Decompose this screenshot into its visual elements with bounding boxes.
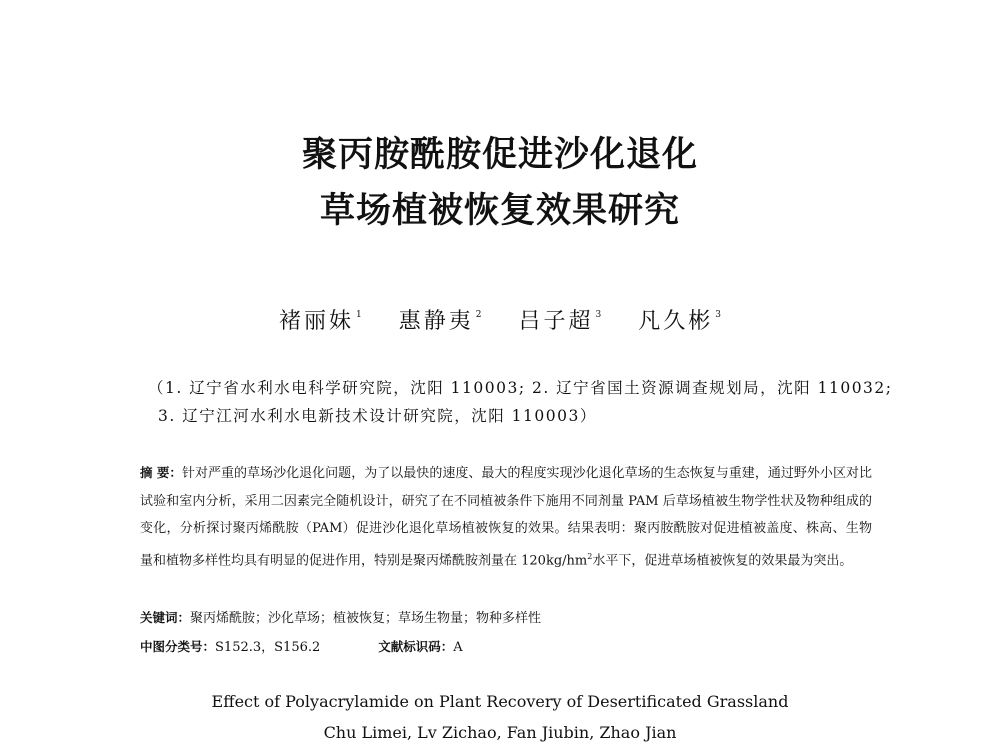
author-name: 吕子超 <box>518 309 594 334</box>
keywords-text: 聚丙烯酰胺；沙化草场；植被恢复；草场生物量；物种多样性 <box>190 611 542 626</box>
author-list <box>0 301 1000 336</box>
author <box>519 301 602 336</box>
author-affiliation-mark: 3 <box>595 310 602 320</box>
unit-superscript: 2 <box>587 551 593 561</box>
abstract <box>140 459 872 574</box>
author-name: 凡久彬 <box>638 309 714 334</box>
author-name: 褚丽妹 <box>279 309 355 334</box>
english-title: Effect of Polyacrylamide on Plant Recovery of Desertificated Grassland <box>211 692 789 711</box>
keywords-label: 关键词： <box>140 610 191 625</box>
keywords <box>140 606 880 631</box>
affiliation-line-1: （1. 辽宁省水利水电科学研究院，沈阳 110003; 2. 辽宁省国土资源调查规划局，沈阳 110032; <box>148 379 893 397</box>
author-affiliation-mark: 3 <box>715 310 721 320</box>
abstract-text-end: 水平下，促进草场植被恢复的效果最为突出。 <box>592 552 853 568</box>
paper-title-line-1: 聚丙胺酰胺促进沙化退化 <box>301 135 698 175</box>
english-authors: Chu Limei, Lv Zichao, Fan Jiubin, Zhao Jian <box>323 723 677 742</box>
author <box>638 301 721 336</box>
doc-code-label: 文献标识码： <box>378 639 454 654</box>
affiliation-line-2: 3. 辽宁江河水利水电新技术设计研究院，沈阳 110003） <box>158 407 597 425</box>
author <box>279 301 362 336</box>
doc-code-value: A <box>453 640 463 655</box>
author-affiliation-mark: 2 <box>475 310 482 320</box>
clc-label: 中图分类号： <box>140 639 216 654</box>
abstract-label: 摘 要： <box>140 465 182 480</box>
author-affiliation-mark: 1 <box>356 310 362 320</box>
paper-title-line-2: 草场植被恢复效果研究 <box>319 191 680 231</box>
clc-value: S152.3，S156.2 <box>215 640 321 655</box>
abstract-text: 针对严重的草场沙化退化问题，为了以最快的速度、最大的程度实现沙化退化草场的生态恢复与重建，通过野外小区对比试验和室内分析，采用二因素完全随机设计，研究了在不同植被条件下施用不同剂量 PAM 后草场植被生物学性状及物种组成的变化，分析探讨聚丙烯酰胺（PAM）促进沙化退化草场植被恢复的效果。结果表明：聚丙胺酰胺对促进植被盖度、株高、生物量和植物多样性均具有明显的促进作用，特别是聚丙烯酰胺剂量在 120kg/hm <box>140 466 872 568</box>
classification-line <box>140 635 880 660</box>
author <box>399 301 482 336</box>
author-name: 惠静夷 <box>398 309 474 334</box>
